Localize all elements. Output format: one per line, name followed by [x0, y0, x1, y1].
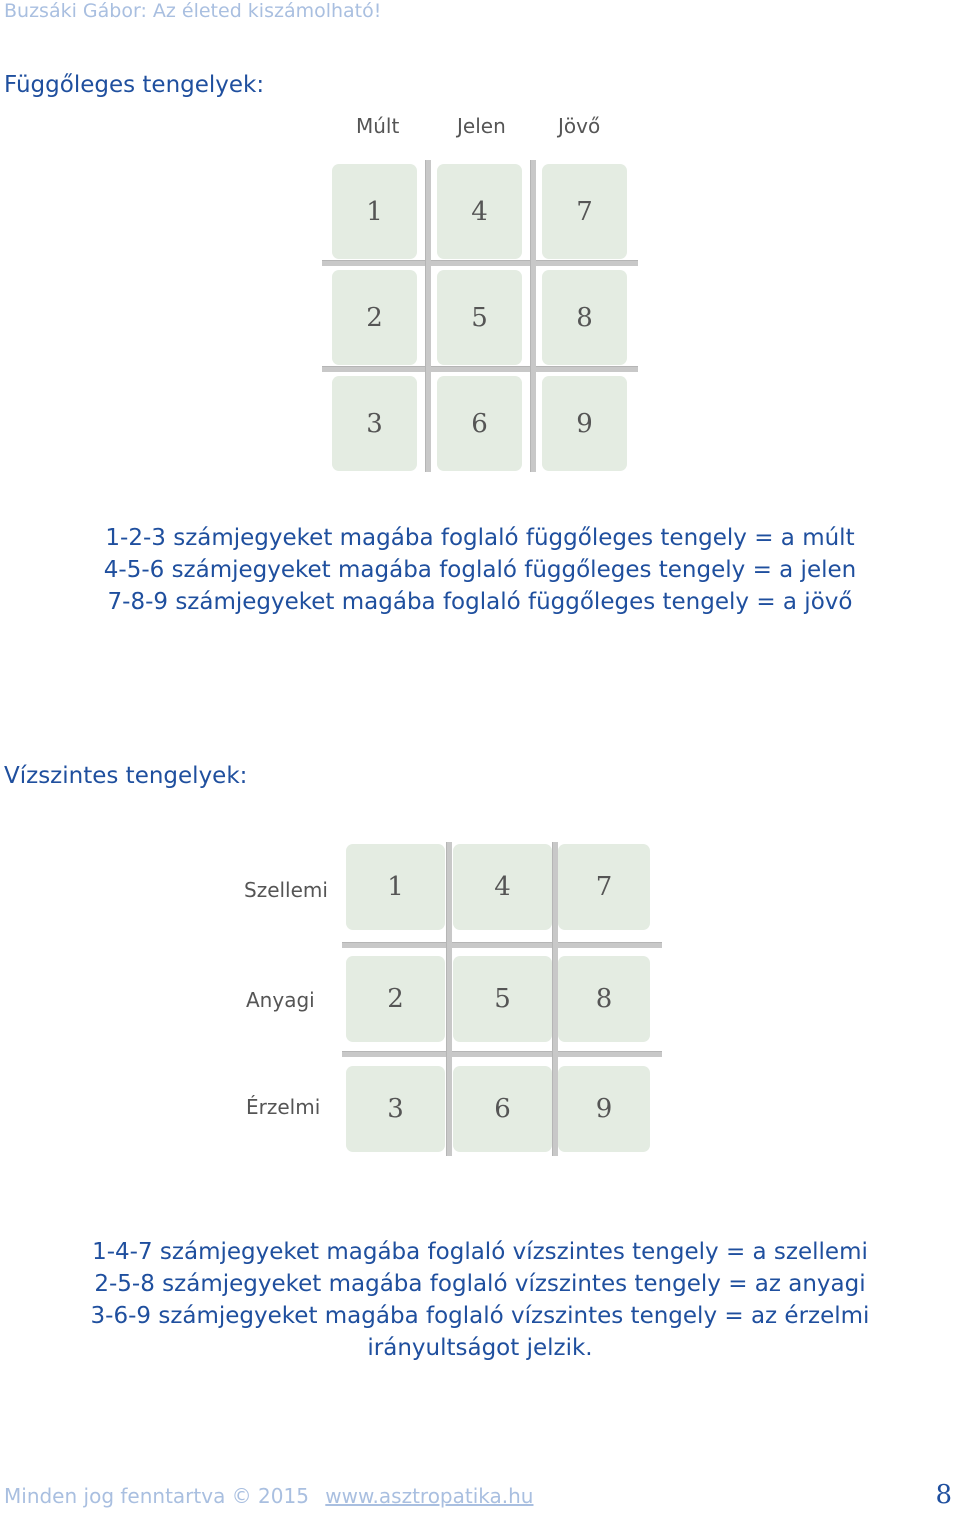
grid-cell: 7 [542, 164, 627, 259]
grid-cell: 3 [346, 1066, 445, 1152]
column-label-present: Jelen [457, 114, 506, 138]
grid-cell: 6 [453, 1066, 552, 1152]
grid-divider-horizontal [342, 942, 662, 948]
grid-cell: 3 [332, 376, 417, 471]
column-label-future: Jövő [558, 114, 601, 138]
grid-cell: 4 [453, 844, 552, 930]
grid-cell: 4 [437, 164, 522, 259]
column-label-past: Múlt [356, 114, 400, 138]
website-link[interactable]: www.asztropatika.hu [325, 1484, 534, 1508]
row-label-spiritual: Szellemi [244, 878, 328, 902]
grid-divider-vertical [425, 160, 431, 472]
grid-cell: 7 [558, 844, 650, 930]
horizontal-axes-grid [240, 840, 670, 1160]
description-line: 1-4-7 számjegyeket magába foglaló vízszintes tengely = a szellemi [92, 1239, 868, 1265]
grid-cell: 2 [332, 270, 417, 365]
grid-divider-vertical [552, 842, 558, 1156]
section-heading-vertical: Függőleges tengelyek: [4, 72, 265, 98]
grid-divider-horizontal [322, 260, 638, 266]
row-label-emotional: Érzelmi [246, 1095, 321, 1119]
description-line: 3-6-9 számjegyeket magába foglaló vízszintes tengely = az érzelmi [90, 1303, 870, 1329]
section-heading-horizontal: Vízszintes tengelyek: [4, 763, 248, 789]
grid-cell: 9 [542, 376, 627, 471]
grid-cell: 8 [558, 956, 650, 1042]
grid-cell: 5 [437, 270, 522, 365]
grid-cell: 2 [346, 956, 445, 1042]
document-header: Buzsáki Gábor: Az életed kiszámolható! [4, 0, 382, 22]
grid-cell: 1 [332, 164, 417, 259]
page-number: 8 [935, 1480, 952, 1510]
footer [4, 1484, 533, 1508]
grid-divider-horizontal [342, 1051, 662, 1057]
grid-cell: 6 [437, 376, 522, 471]
description-line: 4-5-6 számjegyeket magába foglaló függőleges tengely = a jelen [103, 557, 857, 583]
description-line: 1-2-3 számjegyeket magába foglaló függőleges tengely = a múlt [105, 525, 855, 551]
grid-cell: 9 [558, 1066, 650, 1152]
grid-divider-vertical [446, 842, 452, 1156]
description-line: 2-5-8 számjegyeket magába foglaló vízszintes tengely = az anyagi [94, 1271, 866, 1297]
description-line: irányultságot jelzik. [367, 1335, 593, 1361]
grid-divider-horizontal [322, 366, 638, 372]
grid-cell: 1 [346, 844, 445, 930]
grid-cell: 5 [453, 956, 552, 1042]
copyright-text: Minden jog fenntartva © 2015 [4, 1484, 309, 1508]
grid-divider-vertical [530, 160, 536, 472]
vertical-axes-grid [320, 108, 640, 473]
row-label-material: Anyagi [246, 988, 315, 1012]
grid-cell: 8 [542, 270, 627, 365]
description-line: 7-8-9 számjegyeket magába foglaló függőleges tengely = a jövő [107, 589, 853, 615]
